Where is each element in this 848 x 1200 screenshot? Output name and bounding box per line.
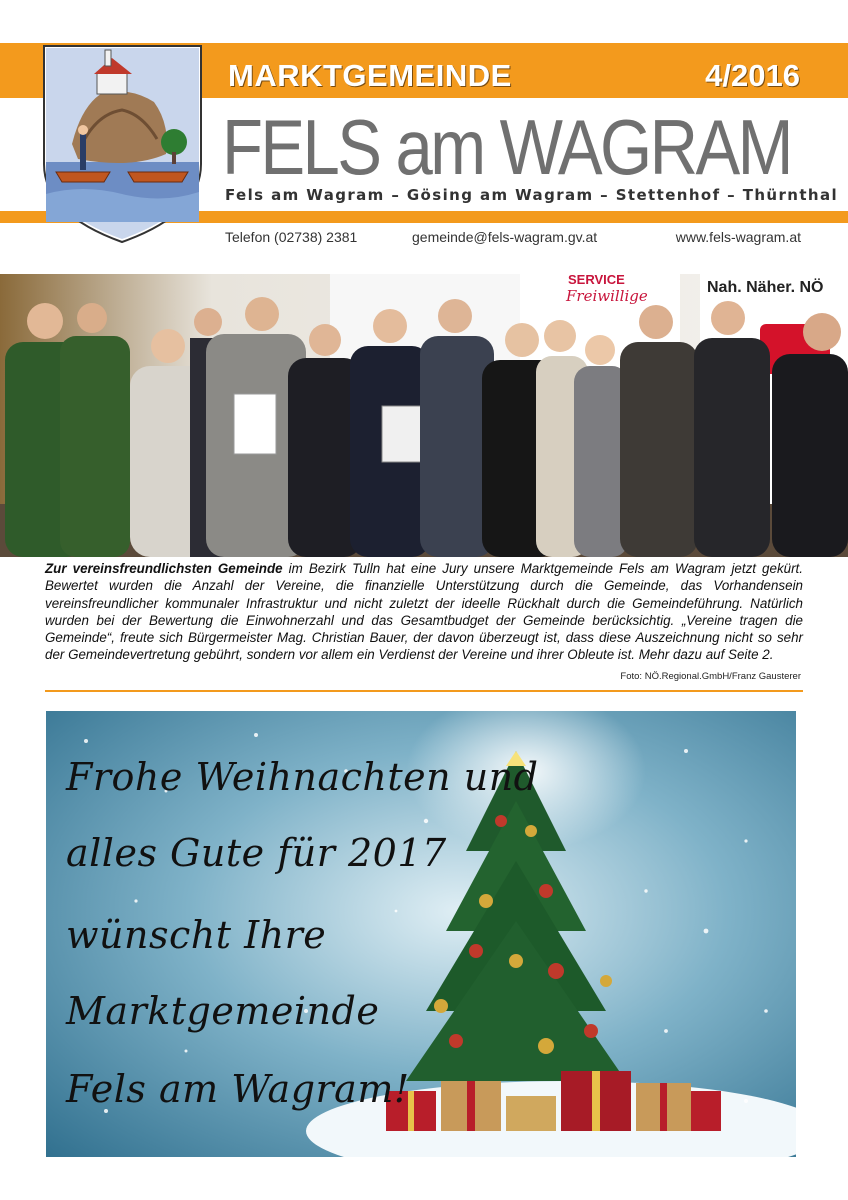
group-photo	[0, 274, 848, 557]
greeting-line-2: alles Gute für 2017	[66, 831, 447, 875]
issue-number: 4/2016	[705, 58, 800, 93]
contact-email[interactable]: gemeinde@fels-wagram.gv.at	[412, 229, 598, 245]
freiwillige-sign: Freiwillige	[566, 287, 648, 305]
section-divider	[45, 690, 803, 692]
greeting-line-5: Fels am Wagram!	[66, 1067, 410, 1111]
caption-body: im Bezirk Tulln hat eine Jury unsere Marktgemeinde Fels am Wagram jetzt gekürt. Bewertet wurden die Anzahl der Vereine, die finanzielle Unterstützung durch die Gemeinde, das Vorhandensein vereinsfreundlicher kommunaler Infrastruktur und nicht zuletzt der ideelle Rückhalt durch die Gemeindeführung. Natürlich wurden bei der Bewertung die Einwohnerzahl und das Gesamtbudget der Gemeinde berücksichtig. „Vereine tragen die Gemeinde“, freute sich Bürgermeister Mag. Christian Bauer, der davon überzeugt ist, dass diese Auszeichnung nicht so sehr der Gemeindevertretung gebührt, sondern vor allem ein Verdienst der Vereine und ihrer Obleute ist. Mehr dazu auf Seite 2.	[45, 561, 803, 663]
masthead-pretitle: MARKTGEMEINDE	[228, 58, 512, 93]
contact-phone: Telefon (02738) 2381	[225, 229, 358, 245]
noe-banner: Nah. Näher. NÖ	[707, 279, 824, 296]
village-list: Fels am Wagram – Gösing am Wagram – Stettenhof – Thürnthal	[225, 186, 839, 204]
coat-of-arms	[42, 44, 203, 244]
contact-website[interactable]: www.fels-wagram.at	[675, 229, 801, 245]
photo-credit: Foto: NÖ.Regional.GmbH/Franz Gausterer	[620, 671, 801, 682]
christmas-card	[46, 711, 796, 1157]
service-sign: SERVICE	[568, 274, 625, 287]
greeting-line-4: Marktgemeinde	[66, 989, 380, 1033]
greeting-line-1: Frohe Weihnachten und	[66, 755, 539, 799]
greeting-line-3: wünscht Ihre	[66, 913, 327, 957]
masthead-title: FELS am WAGRAM	[222, 103, 791, 191]
photo-caption	[45, 560, 803, 664]
caption-lead: Zur vereinsfreundlichsten Gemeinde	[45, 561, 283, 576]
